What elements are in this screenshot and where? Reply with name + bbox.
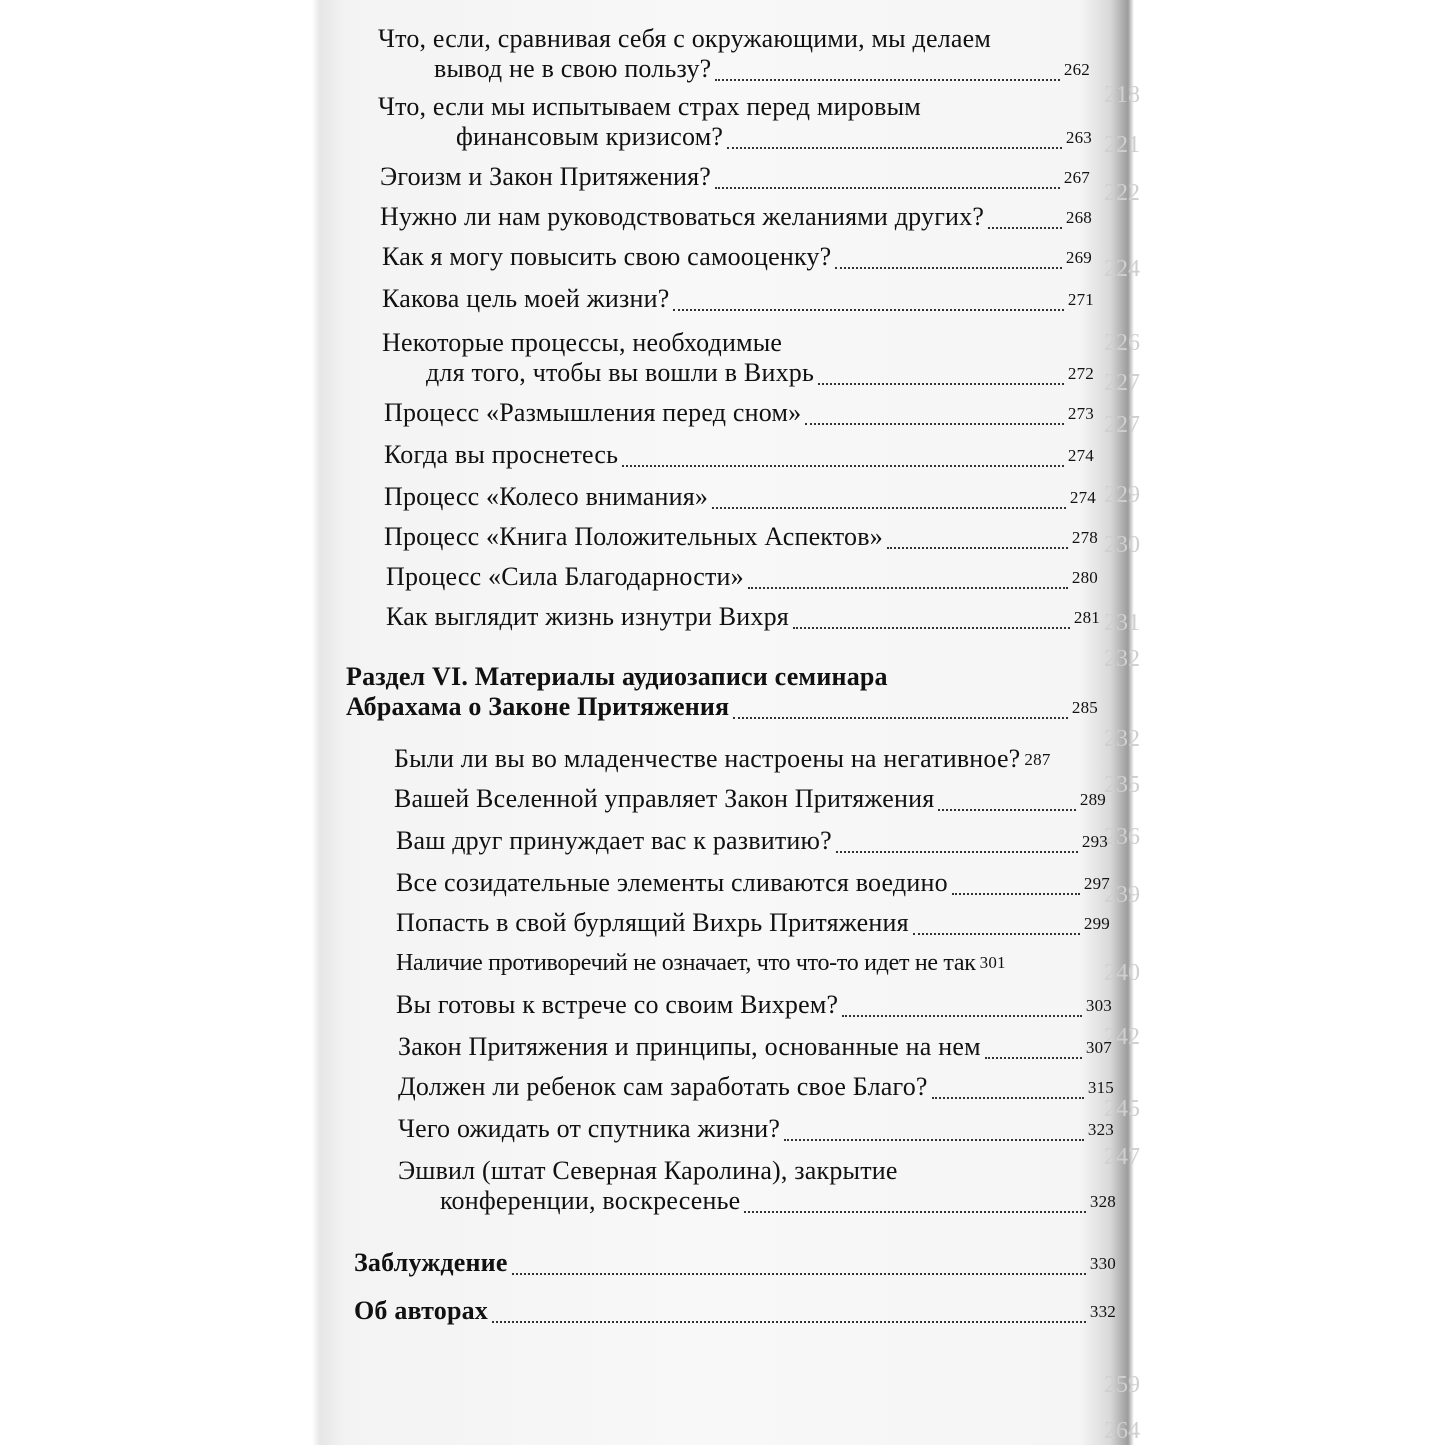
toc-page-number: 328 xyxy=(1089,1192,1116,1211)
toc-entry-title: Чего ожидать от спутника жизни? xyxy=(398,1114,781,1143)
toc-entry-title: Процесс «Колесо внимания» xyxy=(384,482,709,511)
ghost-number: 242 xyxy=(1104,1024,1140,1050)
ghost-number: 230 xyxy=(1104,532,1140,558)
toc-page-number: 273 xyxy=(1067,404,1094,423)
toc-page-number: 332 xyxy=(1089,1302,1116,1321)
leader-dots xyxy=(748,587,1068,589)
toc-page-number: 272 xyxy=(1067,364,1094,383)
toc-entry[interactable] xyxy=(384,522,1098,555)
toc-entry[interactable] xyxy=(398,1072,1114,1105)
ghost-number: 221 xyxy=(1104,132,1140,158)
toc-page-number: 271 xyxy=(1067,290,1094,309)
toc-entry-title: Попасть в свой бурлящий Вихрь Притяжения xyxy=(396,908,909,937)
toc-entry-title: Вашей Вселенной управляет Закон Притяжения xyxy=(394,784,935,813)
ghost-number: 259 xyxy=(1104,1372,1140,1398)
toc-entry-title: Нужно ли нам руководствоваться желаниями других? xyxy=(380,202,985,231)
toc-page-number: 289 xyxy=(1079,790,1106,809)
ghost-number: 240 xyxy=(1104,960,1140,986)
toc-entry-title: Процесс «Книга Положительных Аспектов» xyxy=(384,522,883,551)
leader-dots xyxy=(805,423,1064,425)
leader-dots xyxy=(492,1321,1086,1323)
toc-entry[interactable] xyxy=(396,990,1112,1023)
ghost-number: 222 xyxy=(1104,180,1140,206)
toc-entry-line: Что, если, сравнивая себя с окружающими, мы делаем xyxy=(378,24,992,53)
toc-entry-title: Вы готовы к встрече со своим Вихрем? xyxy=(396,990,839,1019)
ghost-number: 226 xyxy=(1104,330,1140,356)
leader-dots xyxy=(744,1211,1085,1213)
leader-dots xyxy=(715,187,1060,189)
leader-dots xyxy=(913,933,1080,935)
leader-dots xyxy=(836,851,1078,853)
toc-entry[interactable] xyxy=(396,826,1108,859)
toc-entry[interactable] xyxy=(380,202,1092,235)
toc-entry-line: Раздел VI. Материалы аудиозаписи семинара xyxy=(346,662,888,691)
toc-entry-title: Абрахама о Законе Притяжения xyxy=(346,692,730,721)
leader-dots xyxy=(985,1057,1082,1059)
toc-page-number: 323 xyxy=(1087,1120,1114,1139)
toc-entry[interactable] xyxy=(382,328,1094,391)
toc-entry[interactable] xyxy=(386,562,1098,595)
leader-dots xyxy=(842,1015,1082,1017)
leader-dots xyxy=(733,717,1068,719)
toc-entry-title: Об авторах xyxy=(354,1296,489,1325)
toc-entry[interactable] xyxy=(382,284,1094,317)
toc-entry[interactable] xyxy=(398,1156,1116,1219)
toc-entry-title: Заблуждение xyxy=(354,1248,508,1277)
ghost-number: 227 xyxy=(1104,370,1140,396)
toc-entry-line: Некоторые процессы, необходимые xyxy=(382,328,783,357)
toc-entry[interactable] xyxy=(386,602,1100,635)
toc-page-number: 268 xyxy=(1065,208,1092,227)
toc-entry[interactable] xyxy=(378,92,1092,155)
toc-page-number: 293 xyxy=(1081,832,1108,851)
toc-entry[interactable] xyxy=(396,908,1110,941)
toc-entry-title: Ваш друг принуждает вас к развитию? xyxy=(396,826,832,855)
toc-entry-title: Наличие противоречий не означает, что что-то идет не так xyxy=(396,950,976,976)
toc-section-entry[interactable] xyxy=(346,662,1098,725)
toc-entry[interactable] xyxy=(396,948,1112,980)
toc-page xyxy=(312,0,1134,1445)
ghost-number: 232 xyxy=(1104,646,1140,672)
toc-entry[interactable] xyxy=(394,784,1106,817)
leader-dots xyxy=(715,79,1060,81)
toc-entry-title: Были ли вы во младенчестве настроены на негативное? xyxy=(394,744,1021,773)
toc-entry-title: Эгоизм и Закон Притяжения? xyxy=(380,162,712,191)
toc-page-number: 307 xyxy=(1085,1038,1112,1057)
leader-dots xyxy=(673,309,1063,311)
toc-page-number: 330 xyxy=(1089,1254,1116,1273)
ghost-number: 245 xyxy=(1104,1096,1140,1122)
toc-entry-title: Когда вы проснетесь xyxy=(384,440,619,469)
toc-page-number: 267 xyxy=(1063,168,1090,187)
toc-entry-title: Процесс «Сила Благодарности» xyxy=(386,562,744,591)
toc-entry[interactable] xyxy=(398,1114,1114,1147)
toc-page-number: 299 xyxy=(1083,914,1110,933)
toc-section-entry[interactable] xyxy=(354,1296,1116,1329)
ghost-number: 247 xyxy=(1104,1144,1140,1170)
toc-entry-line: Эшвил (штат Северная Каролина), закрытие xyxy=(398,1156,898,1185)
toc-entry[interactable] xyxy=(380,162,1090,195)
toc-page-number: 285 xyxy=(1071,698,1098,717)
leader-dots xyxy=(727,147,1062,149)
toc-page-number: 281 xyxy=(1073,608,1100,627)
toc-entry-title: Процесс «Размышления перед сном» xyxy=(384,398,802,427)
ghost-number: 236 xyxy=(1104,824,1140,850)
toc-page-number: 263 xyxy=(1065,128,1092,147)
toc-page-number: 262 xyxy=(1063,60,1090,79)
ghost-number: 235 xyxy=(1104,772,1140,798)
toc-page-number: 269 xyxy=(1065,248,1092,267)
toc-page-number: 274 xyxy=(1067,446,1094,465)
toc-page-number: 297 xyxy=(1083,874,1110,893)
toc-page-number: 274 xyxy=(1069,488,1096,507)
toc-page-number: 278 xyxy=(1071,528,1098,547)
toc-page-number: 315 xyxy=(1087,1078,1114,1097)
leader-dots xyxy=(712,507,1066,509)
table-of-contents xyxy=(312,0,1134,1445)
ghost-number: 232 xyxy=(1104,726,1140,752)
ghost-number: 227 xyxy=(1104,412,1140,438)
leader-dots xyxy=(932,1097,1084,1099)
toc-entry-title: финансовым кризисом? xyxy=(456,122,724,151)
toc-page-number: 280 xyxy=(1071,568,1098,587)
toc-entry[interactable] xyxy=(384,398,1094,431)
toc-entry-title: конференции, воскресенье xyxy=(440,1186,741,1215)
leader-dots xyxy=(952,893,1080,895)
toc-entry-title: Как выглядит жизнь изнутри Вихря xyxy=(386,602,789,631)
toc-entry-title: Должен ли ребенок сам заработать свое Благо? xyxy=(398,1072,928,1101)
toc-entry-title: Как я могу повысить свою самооценку? xyxy=(382,242,832,271)
ghost-number: 218 xyxy=(1104,82,1140,108)
toc-page-number: 287 xyxy=(1024,750,1051,769)
toc-entry[interactable] xyxy=(382,242,1092,275)
leader-dots xyxy=(988,227,1062,229)
leader-dots xyxy=(784,1139,1084,1141)
toc-entry[interactable] xyxy=(398,1032,1112,1065)
toc-entry[interactable] xyxy=(378,24,1090,87)
leader-dots xyxy=(887,547,1068,549)
ghost-number: 239 xyxy=(1104,882,1140,908)
ghost-number: 224 xyxy=(1104,256,1140,282)
leader-dots xyxy=(835,267,1062,269)
leader-dots xyxy=(818,383,1064,385)
toc-entry-title: Все созидательные элементы сливаются воедино xyxy=(396,868,948,897)
toc-entry-line: Что, если мы испытываем страх перед мировым xyxy=(378,92,921,121)
ghost-number: 264 xyxy=(1104,1418,1140,1444)
toc-page-number: 301 xyxy=(979,953,1006,972)
toc-entry-title: Закон Притяжения и принципы, основанные на нем xyxy=(398,1032,981,1061)
leader-dots xyxy=(622,465,1064,467)
toc-entry-title: для того, чтобы вы вошли в Вихрь xyxy=(426,358,815,387)
toc-entry[interactable] xyxy=(394,744,1104,777)
ghost-number: 231 xyxy=(1104,610,1140,636)
toc-page-number: 303 xyxy=(1085,996,1112,1015)
toc-entry[interactable] xyxy=(384,482,1096,515)
toc-entry-title: вывод не в свою пользу? xyxy=(434,54,712,83)
ghost-number: 229 xyxy=(1104,482,1140,508)
toc-entry[interactable] xyxy=(396,868,1110,901)
toc-section-entry[interactable] xyxy=(354,1248,1116,1281)
toc-entry[interactable] xyxy=(384,440,1094,473)
leader-dots xyxy=(938,809,1076,811)
toc-entry-title: Какова цель моей жизни? xyxy=(382,284,670,313)
leader-dots xyxy=(512,1273,1086,1275)
leader-dots xyxy=(793,627,1070,629)
